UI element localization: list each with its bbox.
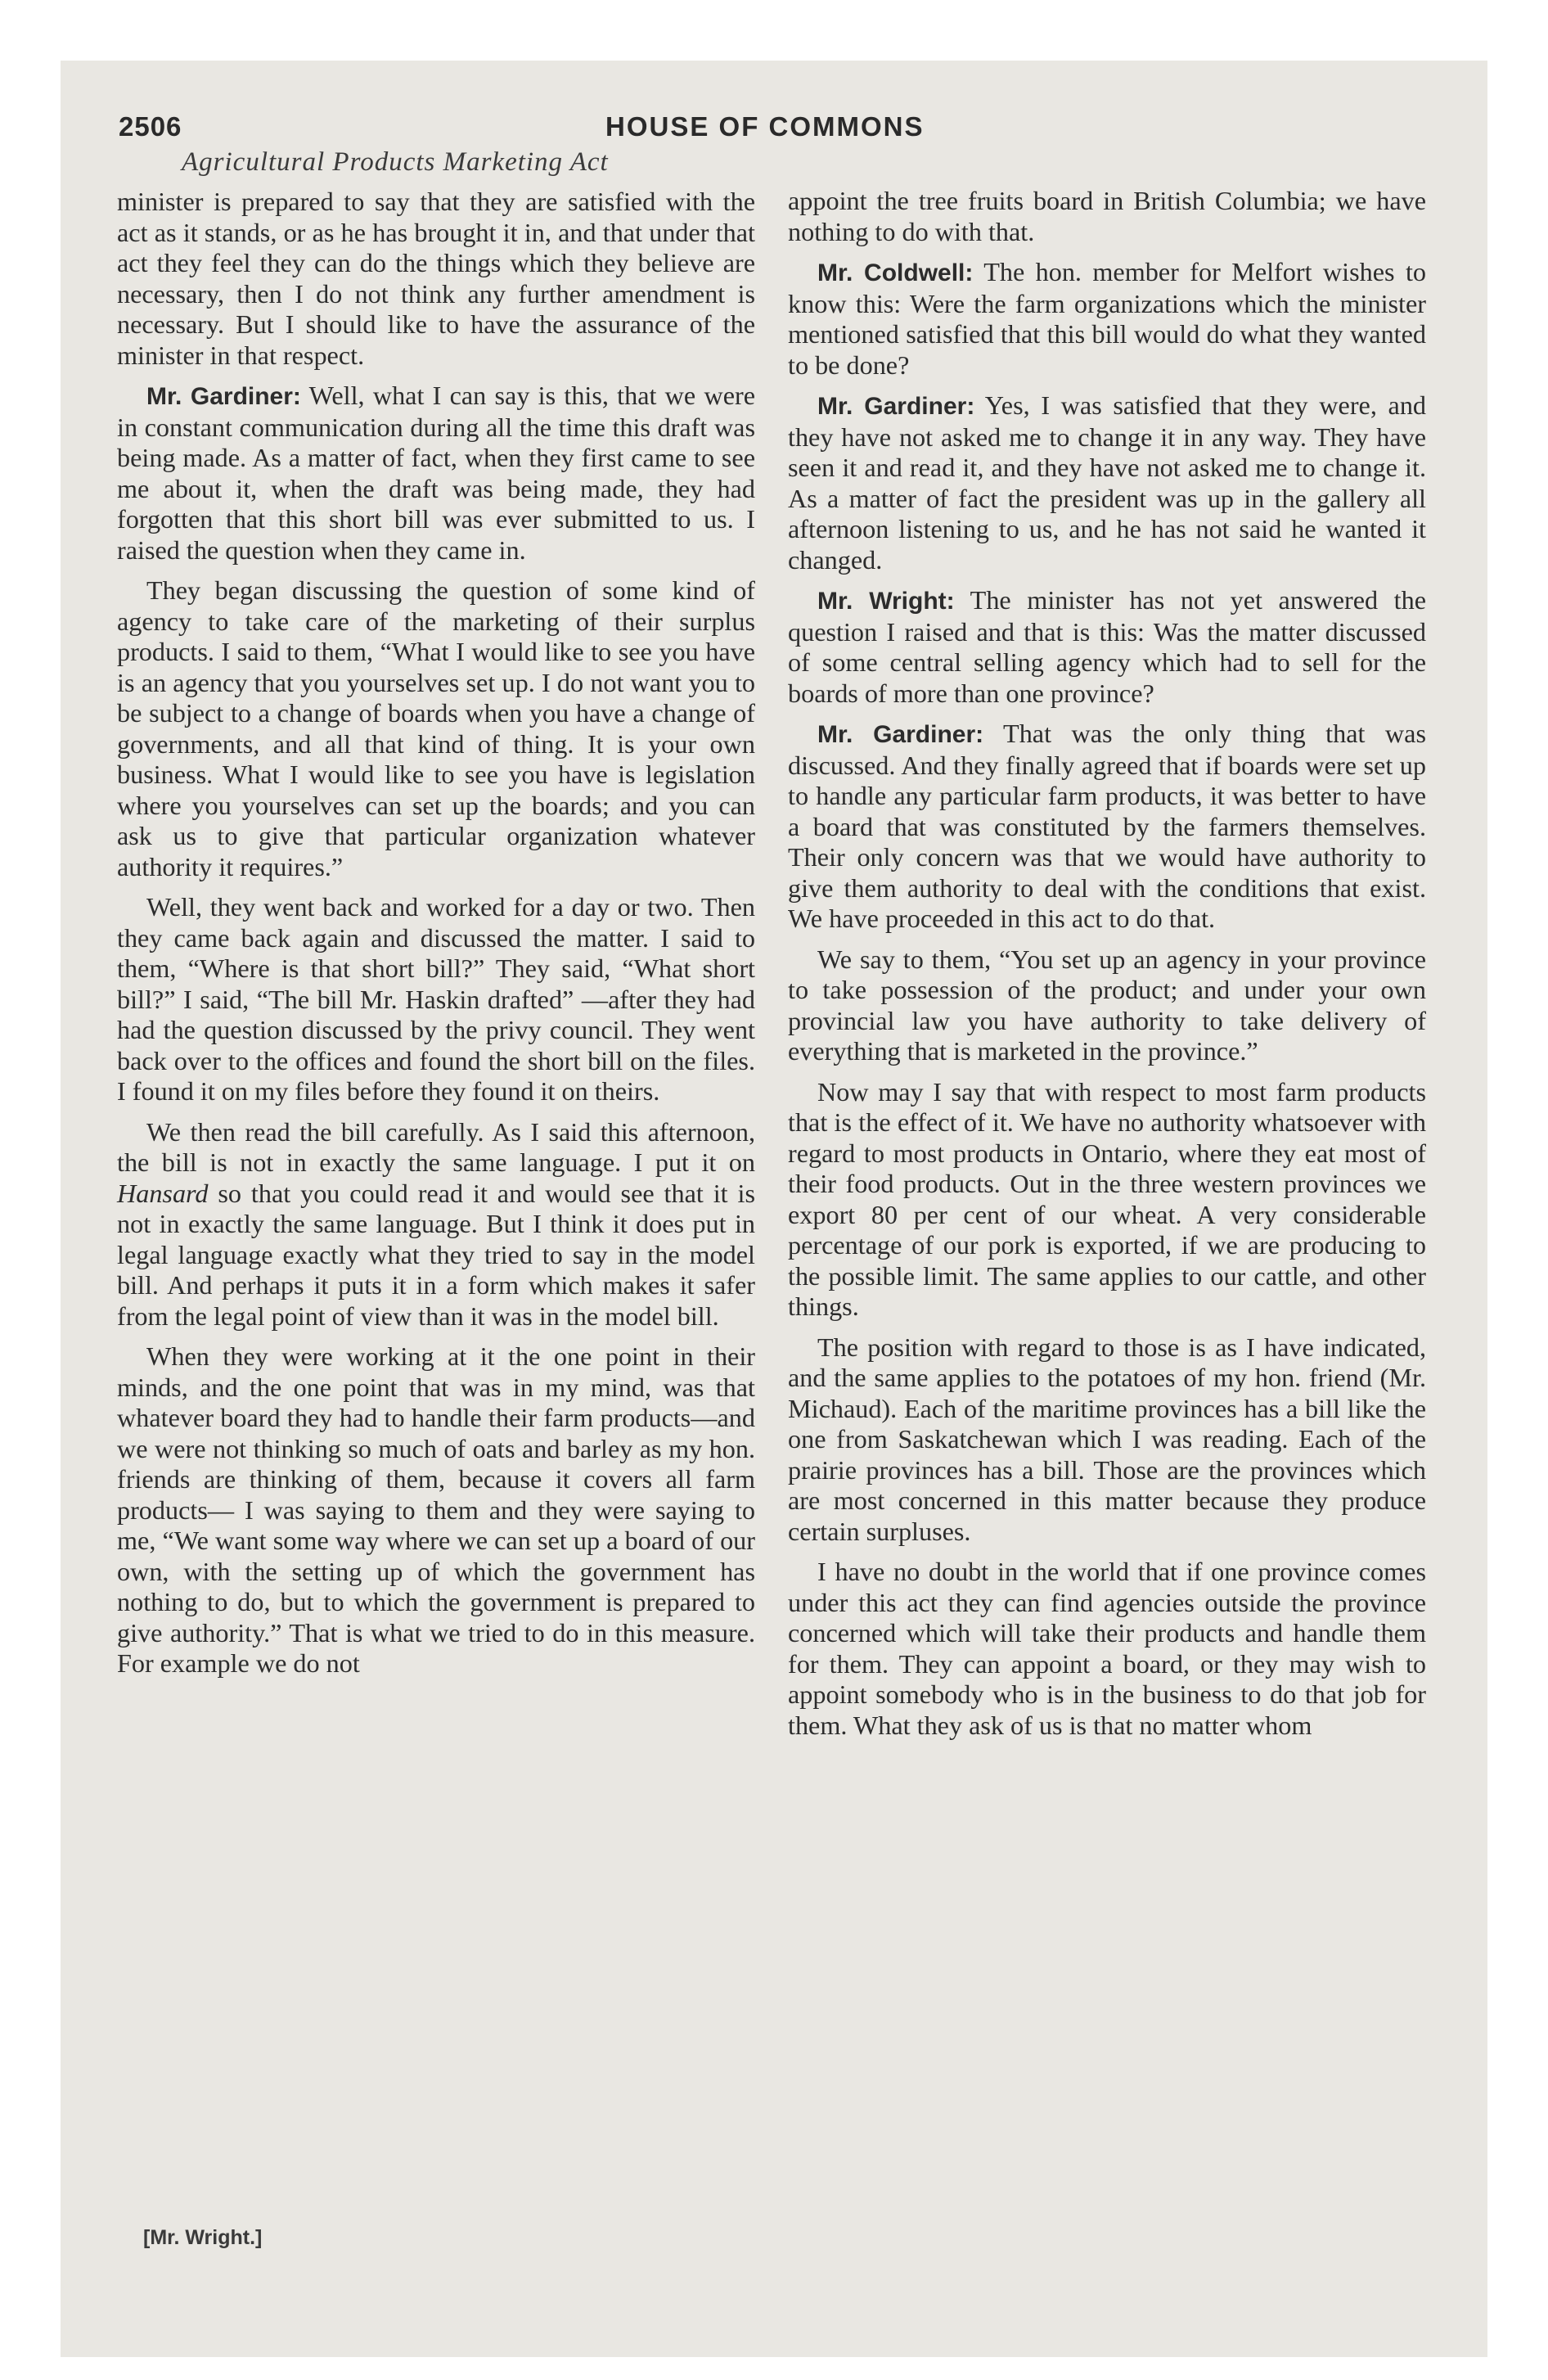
speech-text: so that you could read it and would see that it is not in exactly the same language. But I think it does put in legal language exactly what they tried to say in the model bill. And perhaps it puts it in a form which makes it safer from the legal point of view than it was in the model bill.: [117, 1178, 755, 1331]
paragraph: Well, they went back and worked for a day or two. Then they came back again and discussed the matter. I said to them, “Where is that short bill?” They said, “What short bill?” I said, “The bill Mr. Haskin drafted” —after they had had the question discussed by the privy council. They went back over to the offices and found the short bill on the files. I found it on my files before they found it on theirs.: [117, 892, 755, 1106]
paragraph: [117, 381, 755, 566]
paragraph: We say to them, “You set up an agency in your province to take possession of the product; and under your own provincial law you have authority to take delivery of everything that is marketed in the province.”: [788, 944, 1426, 1066]
paragraph: [117, 1117, 755, 1332]
paragraph: appoint the tree fruits board in British Columbia; we have nothing to do with that.: [788, 186, 1426, 246]
left-column: [117, 187, 755, 1689]
paragraph: They began discussing the question of some kind of agency to take care of the marketing of their surplus products. I said to them, “What I would like to see you have is an agency that you yourselves set up. I do not want you to be subject to a change of boards when you have a change of governments, and all that kind of thing. It is your own business. What I would like to see you have is legislation where you yourselves can set up the boards; and you can ask us to give that particular organization whatever authority it requires.”: [117, 575, 755, 881]
speech-text: That was the only thing that was discussed. And they finally agreed that if boards were set up to handle any particular farm products, it was better to have a board that was constituted by the farmers themselves. Their only concern was that we would have authority to give them authority to deal with the conditions that exist. We have proceeded in this act to do that.: [788, 719, 1426, 933]
page-number: 2506: [119, 111, 182, 142]
paragraph: Now may I say that with respect to most farm products that is the effect of it. We have no authority whatsoever with regard to most products in Ontario, where they eat most of their food products. Out in the three western provinces we export 80 per cent of our wheat. A very considerable percentage of our pork is exported, if we are producing to the possible limit. The same applies to our cattle, and other things.: [788, 1076, 1426, 1321]
paragraph: [788, 719, 1426, 935]
paragraph: I have no doubt in the world that if one province comes under this act they can find agencies outside the province concerned which will take their products and handle them for them. They can appoint a board, or they may wish to appoint somebody who is in the business to do that job for them. What they ask of us is that no matter whom: [788, 1557, 1426, 1740]
page-subheader: Agricultural Products Marketing Act: [182, 147, 609, 177]
speech-text: Yes, I was satisfied that they were, and they have not asked me to change it in any way. They have seen it and read it, and they have not asked me to change it. As a matter of fact the president was up in the gallery all afternoon listening to us, and he has not said he wanted it changed.: [788, 390, 1427, 575]
speaker-name: Mr. Gardiner:: [817, 393, 975, 420]
speech-text: The hon. member for Melfort wishes to know this: Were the farm organizations which the minister mentioned satisfied that this bill would do what they wanted to be done?: [788, 257, 1426, 380]
paragraph: The position with regard to those is as I have indicated, and the same applies to the potatoes of my hon. friend (Mr. Michaud). Each of the maritime provinces has a bill like the one from Saskatchewan which I was reading. Each of the prairie provinces has a bill. Those are the provinces which are most concerned in this matter because they produce certain surpluses.: [788, 1332, 1426, 1546]
speech-text: The minister has not yet answered the question I raised and that is this: Was the matter discussed of some central selling agency which had to sell for the boards of more than one province?: [788, 585, 1427, 708]
paragraph: When they were working at it the one point in their minds, and the one point that was in my mind, was that whatever board they had to handle their farm products—and we were not thinking so much of oats and barley as my hon. friends are thinking of them, because it covers all farm products— I was saying to them and they were saying to me, “We want some way where we can set up a board of our own, with the setting up of which the government has nothing to do, but to which the government is prepared to give authority.” That is what we tried to do in this measure. For example we do not: [117, 1341, 755, 1678]
hansard-italic: Hansard: [117, 1178, 209, 1208]
speech-text: Well, what I can say is this, that we were in constant communication during all the time this draft was being made. As a matter of fact, when they first came to see me about it, when the draft was being made, they had forgotten that this short bill was ever submitted to us. I raised the question when they came in.: [117, 381, 755, 565]
speech-text: We then read the bill carefully. As I said this afternoon, the bill is not in exactly the same language. I put it on: [117, 1116, 755, 1177]
paragraph: [788, 390, 1426, 575]
speaker-name: Mr. Coldwell:: [817, 259, 974, 286]
footer-speaker-note: [Mr. Wright.]: [143, 2226, 263, 2249]
speaker-name: Mr. Gardiner:: [817, 721, 984, 748]
right-column: [788, 186, 1426, 1751]
paragraph: [788, 585, 1426, 709]
page-header-title: HOUSE OF COMMONS: [605, 111, 925, 142]
paragraph: minister is prepared to say that they are satisfied with the act as it stands, or as he has brought it in, and that under that act they feel they can do the things which they believe are necessary, then I do not think any further amendment is necessary. But I should like to have the assurance of the minister in that respect.: [117, 187, 755, 370]
speaker-name: Mr. Gardiner:: [146, 383, 301, 410]
paragraph: [788, 257, 1426, 381]
speaker-name: Mr. Wright:: [817, 588, 955, 615]
